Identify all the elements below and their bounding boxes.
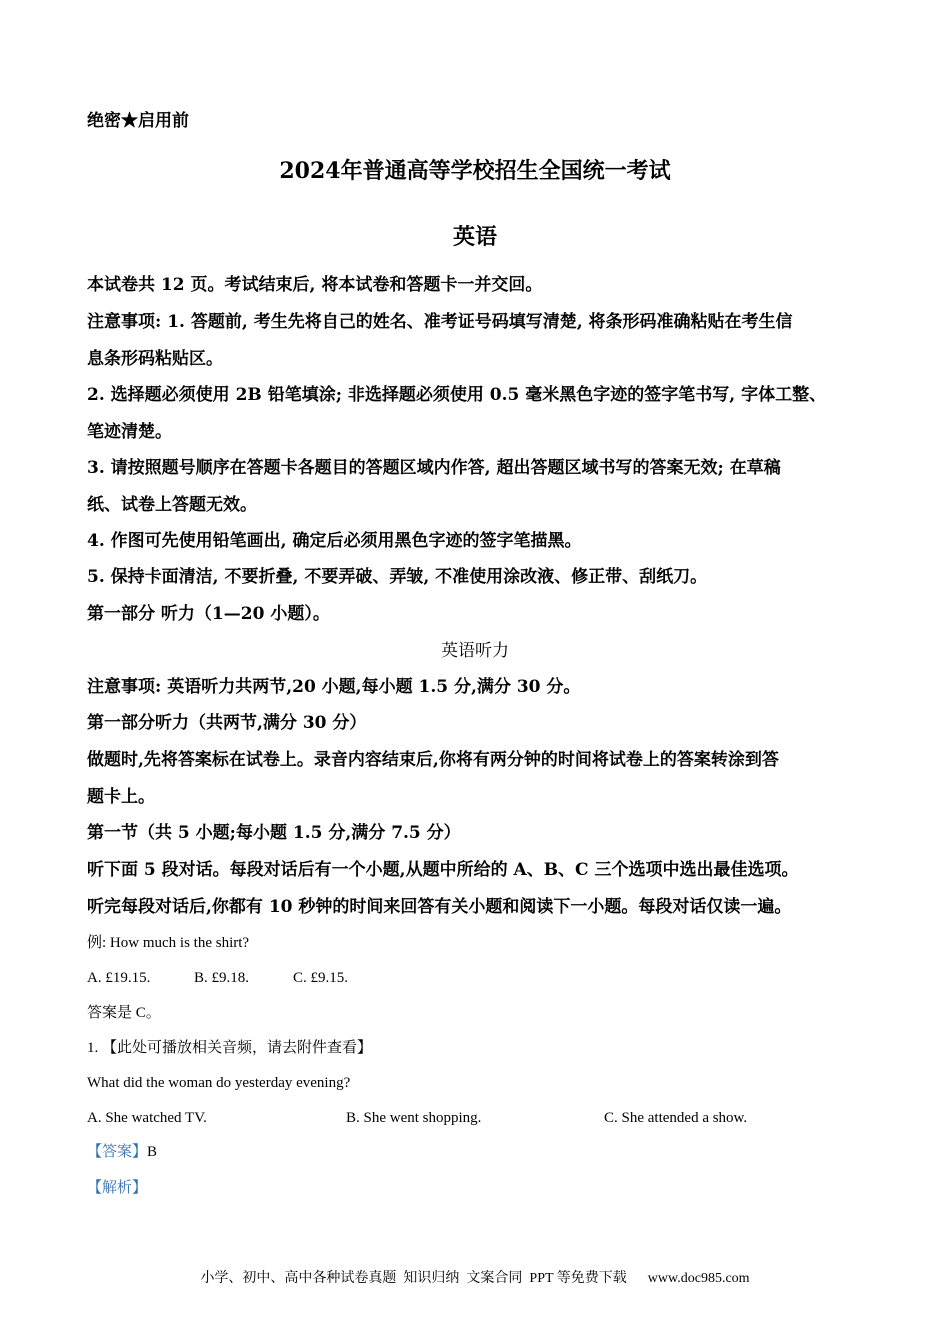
q1-option-c: C. She attended a show. <box>604 1110 748 1126</box>
q1-option-a: A. She watched TV. <box>87 1110 207 1126</box>
transfer-line2: 题卡上。 <box>87 787 155 807</box>
analysis-label: 【解析】 <box>87 1180 148 1196</box>
confidential-label: 绝密★启用前 <box>87 111 189 131</box>
q1-option-b: B. She went shopping. <box>346 1110 482 1126</box>
note2-line2: 笔迹清楚。 <box>87 422 172 442</box>
answer-label: 【答案】 <box>87 1144 148 1160</box>
q1-question: What did the woman do yesterday evening? <box>87 1075 351 1091</box>
example-answer: 答案是 C。 <box>87 1005 161 1021</box>
listening-title: 英语听力 <box>441 641 509 661</box>
section1-desc1: 听下面 5 段对话。每段对话后有一个小题,从题中所给的 A、B、C 三个选项中选出最佳选项。 <box>87 860 799 880</box>
section1-desc2: 听完每段对话后,你都有 10 秒钟的时间来回答有关小题和阅读下一小题。每段对话仅读一遍。 <box>87 897 792 917</box>
answer-value: B <box>147 1144 158 1160</box>
part1-heading: 第一部分 听力（1—20 小题）。 <box>87 604 330 624</box>
transfer-line1: 做题时,先将答案标在试卷上。录音内容结束后,你将有两分钟的时间将试卷上的答案转涂到答 <box>87 750 779 770</box>
subject-title: 英语 <box>452 224 497 250</box>
note3-line2: 纸、试卷上答题无效。 <box>87 495 257 515</box>
example-option-b: B. £9.18. <box>194 970 250 986</box>
note3-line1: 3. 请按照题号顺序在答题卡各题目的答题区域内作答, 超出答题区域书写的答案无效; 在草稿 <box>87 458 781 478</box>
note1-line1: 注意事项: 1. 答题前, 考生先将自己的姓名、准考证号码填写清楚, 将条形码准确粘贴在考生信 <box>87 312 793 332</box>
intro-line: 本试卷共 12 页。考试结束后, 将本试卷和答题卡一并交回。 <box>87 275 543 295</box>
listening-note: 注意事项: 英语听力共两节,20 小题,每小题 1.5 分,满分 30 分。 <box>87 677 581 697</box>
exam-title: 2024年普通高等学校招生全国统一考试 <box>279 158 671 184</box>
example-option-a: A. £19.15. <box>87 970 151 986</box>
note1-line2: 息条形码粘贴区。 <box>87 349 223 369</box>
footer-text: 小学、初中、高中各种试卷真题 知识归纳 文案合同 PPT 等免费下载 www.doc985.com <box>200 1271 750 1286</box>
q1-answer <box>87 1145 157 1160</box>
note4-line: 4. 作图可先使用铅笔画出, 确定后必须用黑色字迹的签字笔描黑。 <box>87 531 582 551</box>
q1-audio-note: 1. 【此处可播放相关音频，请去附件查看】 <box>87 1040 373 1056</box>
section1-heading: 第一节（共 5 小题;每小题 1.5 分,满分 7.5 分） <box>87 823 461 843</box>
example-option-c: C. £9.15. <box>293 970 349 986</box>
note2-line1: 2. 选择题必须使用 2B 铅笔填涂; 非选择题必须使用 0.5 毫米黑色字迹的签字笔书写, 字体工整、 <box>87 385 827 405</box>
section-heading: 第一部分听力（共两节,满分 30 分） <box>87 713 367 733</box>
note5-line: 5. 保持卡面清洁, 不要折叠, 不要弄破、弄皱, 不准使用涂改液、修正带、刮纸刀。 <box>87 567 708 587</box>
example-question: 例: How much is the shirt? <box>87 935 250 951</box>
